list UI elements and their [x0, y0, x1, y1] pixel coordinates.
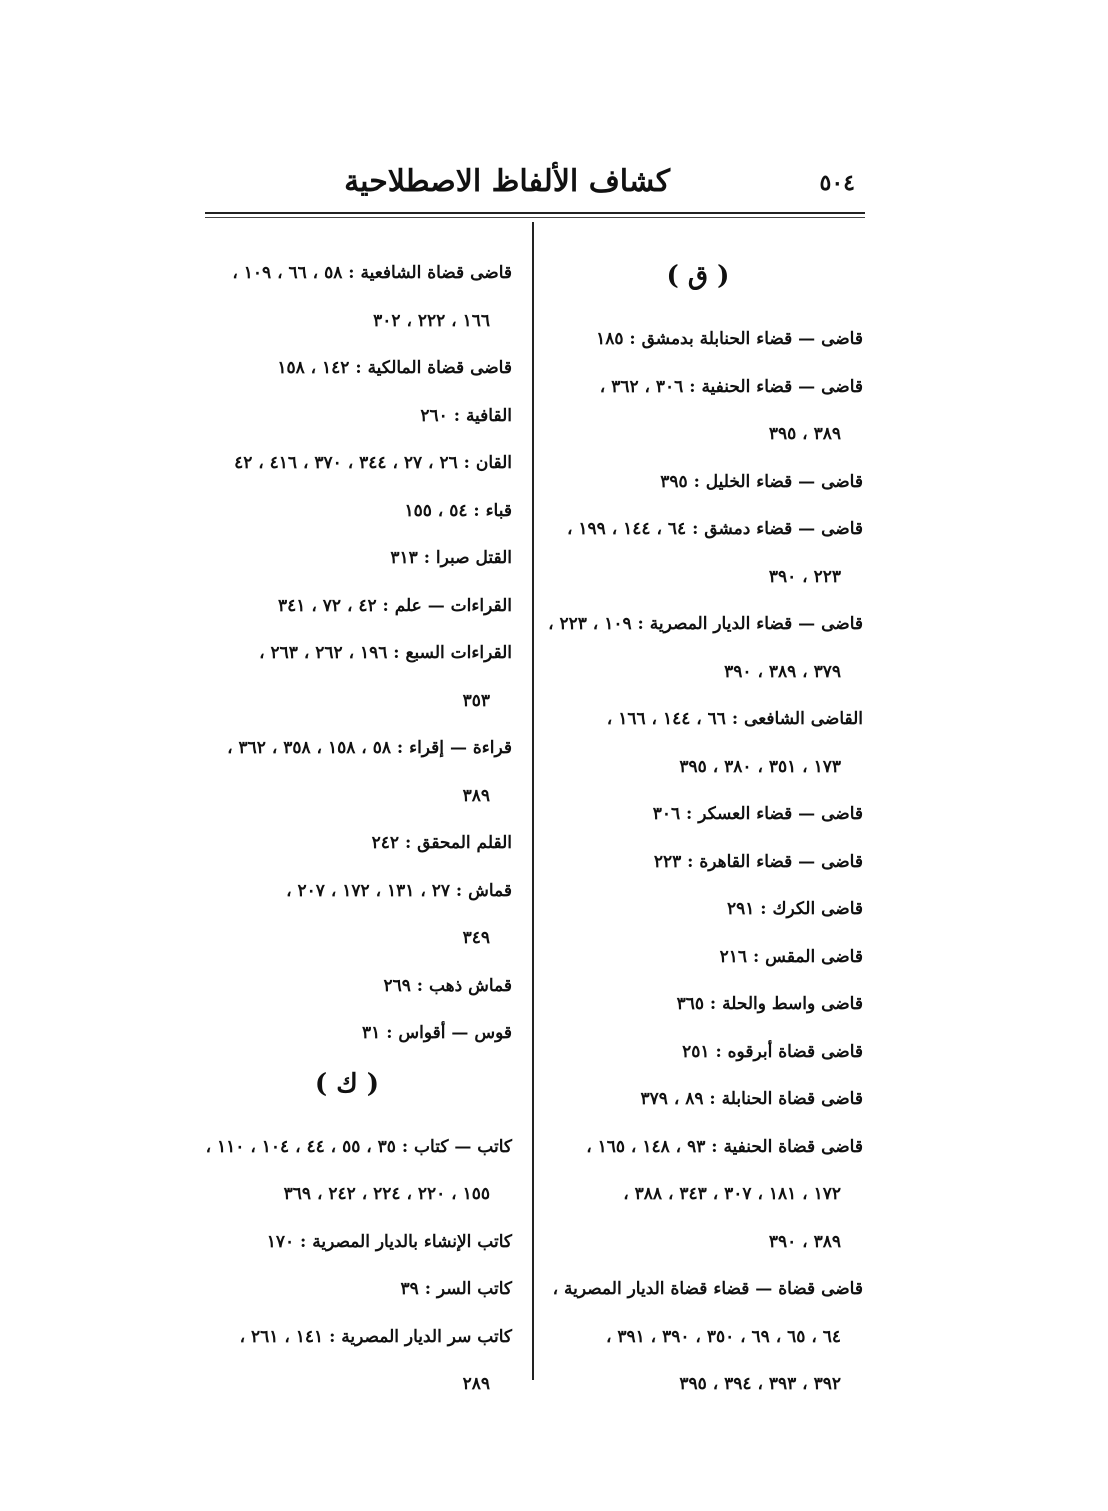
- section-heading-kaf: ( ك ): [314, 1068, 380, 1099]
- index-entry-continuation: ١٧٣ ، ٣٥١ ، ٣٨٠ ، ٣٩٥: [679, 756, 841, 777]
- index-entry-continuation: ٣٩٢ ، ٣٩٣ ، ٣٩٤ ، ٣٩٥: [679, 1374, 841, 1394]
- index-entry: قاضى قضاة الحنابلة : ٨٩ ، ٣٧٩: [640, 1089, 863, 1109]
- index-entry: كاتب الإنشاء بالديار المصرية : ١٧٠: [266, 1231, 512, 1252]
- header-rule: [205, 212, 865, 214]
- index-entry: القراءات — علم : ٤٢ ، ٧٢ ، ٣٤١: [278, 595, 512, 616]
- index-entry-continuation: ٣٤٩: [462, 928, 490, 948]
- index-entry: قاضى — قضاء الحنفية : ٣٠٦ ، ٣٦٢ ،: [599, 376, 863, 397]
- index-entry: كاتب السر : ٣٩: [400, 1279, 512, 1299]
- index-entry: قاضى قضاة المالكية : ١٤٢ ، ١٥٨: [277, 358, 512, 378]
- index-entry-continuation: ٣٨٩ ، ٣٩٥: [768, 424, 841, 444]
- section-heading-qaf: ( ق ): [666, 261, 730, 291]
- index-entry: قاضى قضاة الحنفية : ٩٣ ، ١٤٨ ، ١٦٥ ،: [586, 1136, 863, 1157]
- index-entry: قاضى قضاة الشافعية : ٥٨ ، ٦٦ ، ١٠٩ ،: [232, 263, 512, 283]
- index-entry: قاضى قضاة — قضاء قضاة الديار المصرية ،: [552, 1279, 863, 1299]
- index-entry: القاضى الشافعى : ٦٦ ، ١٤٤ ، ١٦٦ ،: [606, 709, 863, 729]
- index-entry: قماش ذهب : ٢٦٩: [383, 975, 512, 996]
- index-entry-continuation: ٣٧٩ ، ٣٨٩ ، ٣٩٠: [724, 661, 841, 682]
- index-entry-continuation: ١٦٦ ، ٢٢٢ ، ٣٠٢: [373, 310, 490, 331]
- index-entry: قاضى الكرك : ٢٩١: [726, 899, 863, 919]
- index-entry: كاتب — كتاب : ٣٥ ، ٥٥ ، ٤٤ ، ١٠٤ ، ١١٠ ،: [205, 1136, 512, 1157]
- index-entry: قاضى قضاة أبرقوه : ٢٥١: [682, 1041, 863, 1062]
- index-entry: القافية : ٢٦٠: [420, 405, 512, 426]
- page-header: [205, 160, 865, 210]
- index-entry: القتل صبرا : ٣١٣: [390, 548, 512, 568]
- index-entry-continuation: ٣٨٩ ، ٣٩٠: [768, 1231, 841, 1252]
- page-number: ٥٠٤: [819, 170, 855, 196]
- index-entry: قوس — أقواس : ٣١: [362, 1023, 512, 1043]
- index-entry: قراءة — إقراء : ٥٨ ، ١٥٨ ، ٣٥٨ ، ٣٦٢ ،: [227, 738, 512, 758]
- index-entry-continuation: ٢٢٣ ، ٣٩٠: [768, 566, 841, 587]
- index-entry: قاضى — قضاء الحنابلة بدمشق : ١٨٥: [596, 329, 863, 349]
- index-entry: قاضى — قضاء دمشق : ٦٤ ، ١٤٤ ، ١٩٩ ،: [567, 519, 863, 539]
- index-entry-continuation: ١٧٢ ، ١٨١ ، ٣٠٧ ، ٣٤٣ ، ٣٨٨ ،: [623, 1184, 841, 1204]
- index-entry: قماش : ٢٧ ، ١٣١ ، ١٧٢ ، ٢٠٧ ،: [286, 880, 512, 901]
- running-title: كشاف الألفاظ الاصطلاحية: [344, 164, 670, 199]
- index-entry-continuation: ٦٤ ، ٦٥ ، ٦٩ ، ٣٥٠ ، ٣٩٠ ، ٣٩١ ،: [605, 1326, 841, 1347]
- header-rule-thin: [205, 217, 865, 218]
- index-entry-continuation: ٣٥٣: [462, 690, 490, 711]
- index-entry: قاضى المقس : ٢١٦: [719, 946, 863, 967]
- index-entry-continuation: ١٥٥ ، ٢٢٠ ، ٢٢٤ ، ٢٤٢ ، ٣٦٩: [283, 1184, 490, 1204]
- index-entry-continuation: ٢٨٩: [462, 1374, 490, 1394]
- index-entry: قاضى — قضاء الديار المصرية : ١٠٩ ، ٢٢٣ ،: [548, 614, 863, 634]
- index-entry: قاضى — قضاء العسكر : ٣٠٦: [652, 804, 863, 824]
- index-column-left: [182, 250, 512, 1409]
- index-entry: كاتب سر الديار المصرية : ١٤١ ، ٢٦١ ،: [239, 1326, 512, 1347]
- index-column-right: [533, 250, 863, 1409]
- index-entry: قاضى — قضاء الخليل : ٣٩٥: [660, 471, 863, 492]
- index-entry: قاضى واسط والحلة : ٣٦٥: [676, 994, 863, 1014]
- index-entry: القلم المحقق : ٢٤٢: [371, 833, 512, 853]
- index-entry: قاضى — قضاء القاهرة : ٢٢٣: [653, 851, 863, 872]
- index-entry: قباء : ٥٤ ، ١٥٥: [404, 500, 512, 521]
- index-entry: القراءات السبع : ١٩٦ ، ٢٦٢ ، ٢٦٣ ،: [259, 643, 512, 663]
- index-entry: القان : ٢٦ ، ٢٧ ، ٣٤٤ ، ٣٧٠ ، ٤١٦ ، ٤٢: [234, 453, 512, 473]
- index-entry-continuation: ٣٨٩: [462, 785, 490, 806]
